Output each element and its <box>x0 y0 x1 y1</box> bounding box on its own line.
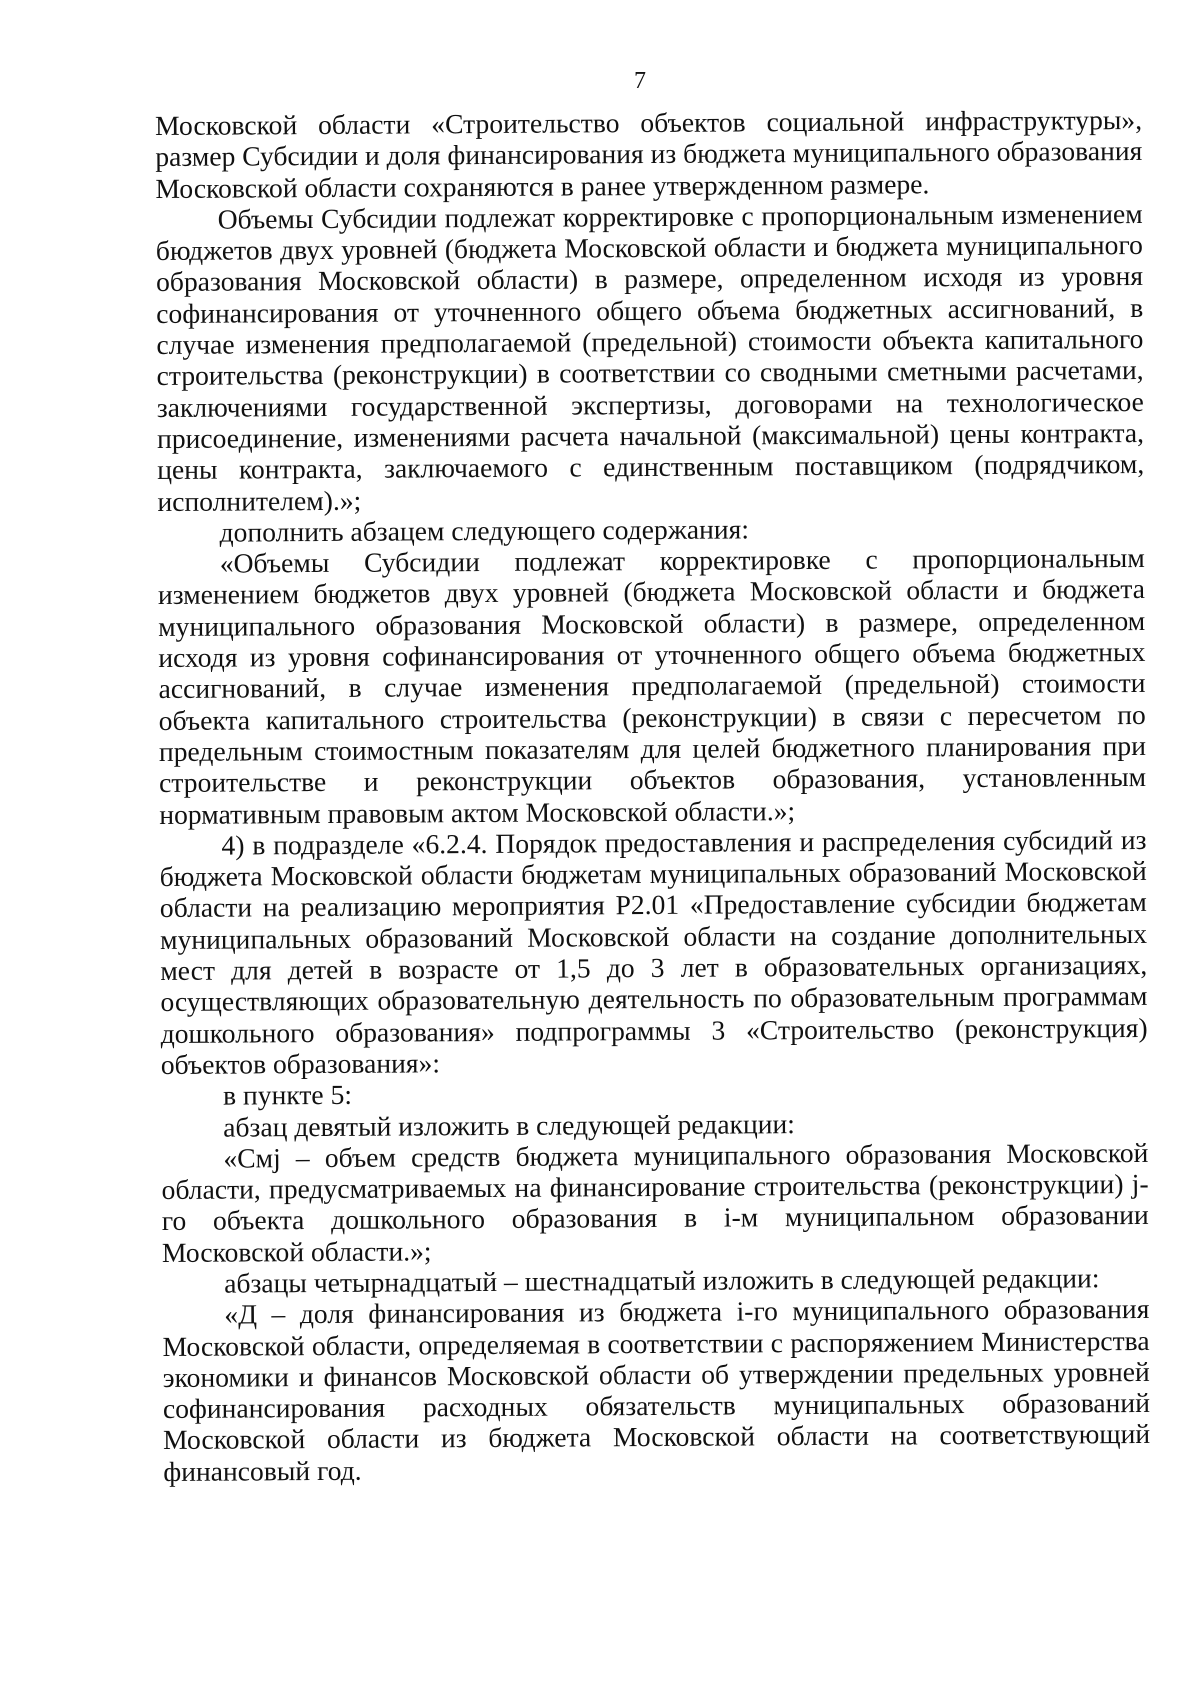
paragraph-continuation: Московской области «Строительство объектов социальной инфраструктуры», размер Субсидии и доля финансирования из бюджета муниципального образования Московской области сохраняются в ранее утвержденном размере. <box>155 103 1143 204</box>
paragraph-subsidy-adjustment: Объемы Субсидии подлежат корректировке с пропорциональным изменением бюджетов двух уровней (бюджета Московской области и бюджета муниципального образования Московской области) в размере, определенном исходя из уровня софинансирования от уточненного общего объема бюджетных ассигнований, в случае изменения предполагаемой (предельной) стоимости объекта капитального строительства (реконструкции) в соответствии со сводными сметными расчетами, заключениями государственной экспертизы, договорами на технологическое присоединение, изменениями расчета начальной (максимальной) цены контракта, цены контракта, заключаемого с единственным поставщиком (подрядчиком, исполнителем).»; <box>155 197 1145 517</box>
paragraph-ninth-instruction: абзац девятый изложить в следующей редакции: <box>223 1107 796 1143</box>
paragraph-d-definition: «Д – доля финансирования из бюджета i-го муниципального образования Московской области, определяемая в соответствии с распоряжением Министерства экономики и финансов Московской области об утверждении предельных уровней софинансирования расходных обязательств муниципальных образований Московской области из бюджета Московской области на соответствующий финансовый год. <box>162 1293 1151 1487</box>
paragraph-cmj-definition: «Cмj – объем средств бюджета муниципального образования Московской области, предусматриваемых на финансирование строительства (реконструкции) j-го объекта дошкольного образования в i-м муниципальном образовании Московской области.»; <box>161 1136 1149 1268</box>
paragraph-new-subsidy-text: «Объемы Субсидии подлежат корректировке с пропорциональным изменением бюджетов двух уровней (бюджета Московской области и бюджета муниципального образования Московской области) в размере, определенном исходя из уровня софинансирования от уточненного общего объема бюджетных ассигнований, в случае изменения предполагаемой (предельной) стоимости объекта капитального строительства (реконструкции) в связи с пересчетом по предельным стоимостным показателям для целей бюджетного планирования при строительстве и реконструкции объектов образования, установленным нормативным правовым актом Московской области.»; <box>157 542 1147 830</box>
paragraph-amendment-instruction: дополнить абзацем следующего содержания: <box>219 513 750 548</box>
paragraph-14-16-instruction: абзацы четырнадцатый – шестнадцатый изложить в следующей редакции: <box>224 1262 1100 1299</box>
paragraph-item-4: 4) в подразделе «6.2.4. Порядок предоставления и распределения субсидий из бюджета Московской области бюджетам муниципальных образований Московской области на реализацию мероприятия Р2.01 «Предоставление субсидии бюджетам муниципальных образований Московской области на создание дополнительных мест для детей в возрасте от 1,5 до 3 лет в образовательных организациях, осуществляющих образовательную деятельность по образовательным программам дошкольного образования» подпрограммы 3 «Строительство (реконструкция) объектов образования»: <box>159 823 1148 1080</box>
paragraph-point-5: в пункте 5: <box>222 1079 353 1111</box>
page-number: 7 <box>634 68 646 94</box>
document-body <box>155 104 1150 1487</box>
